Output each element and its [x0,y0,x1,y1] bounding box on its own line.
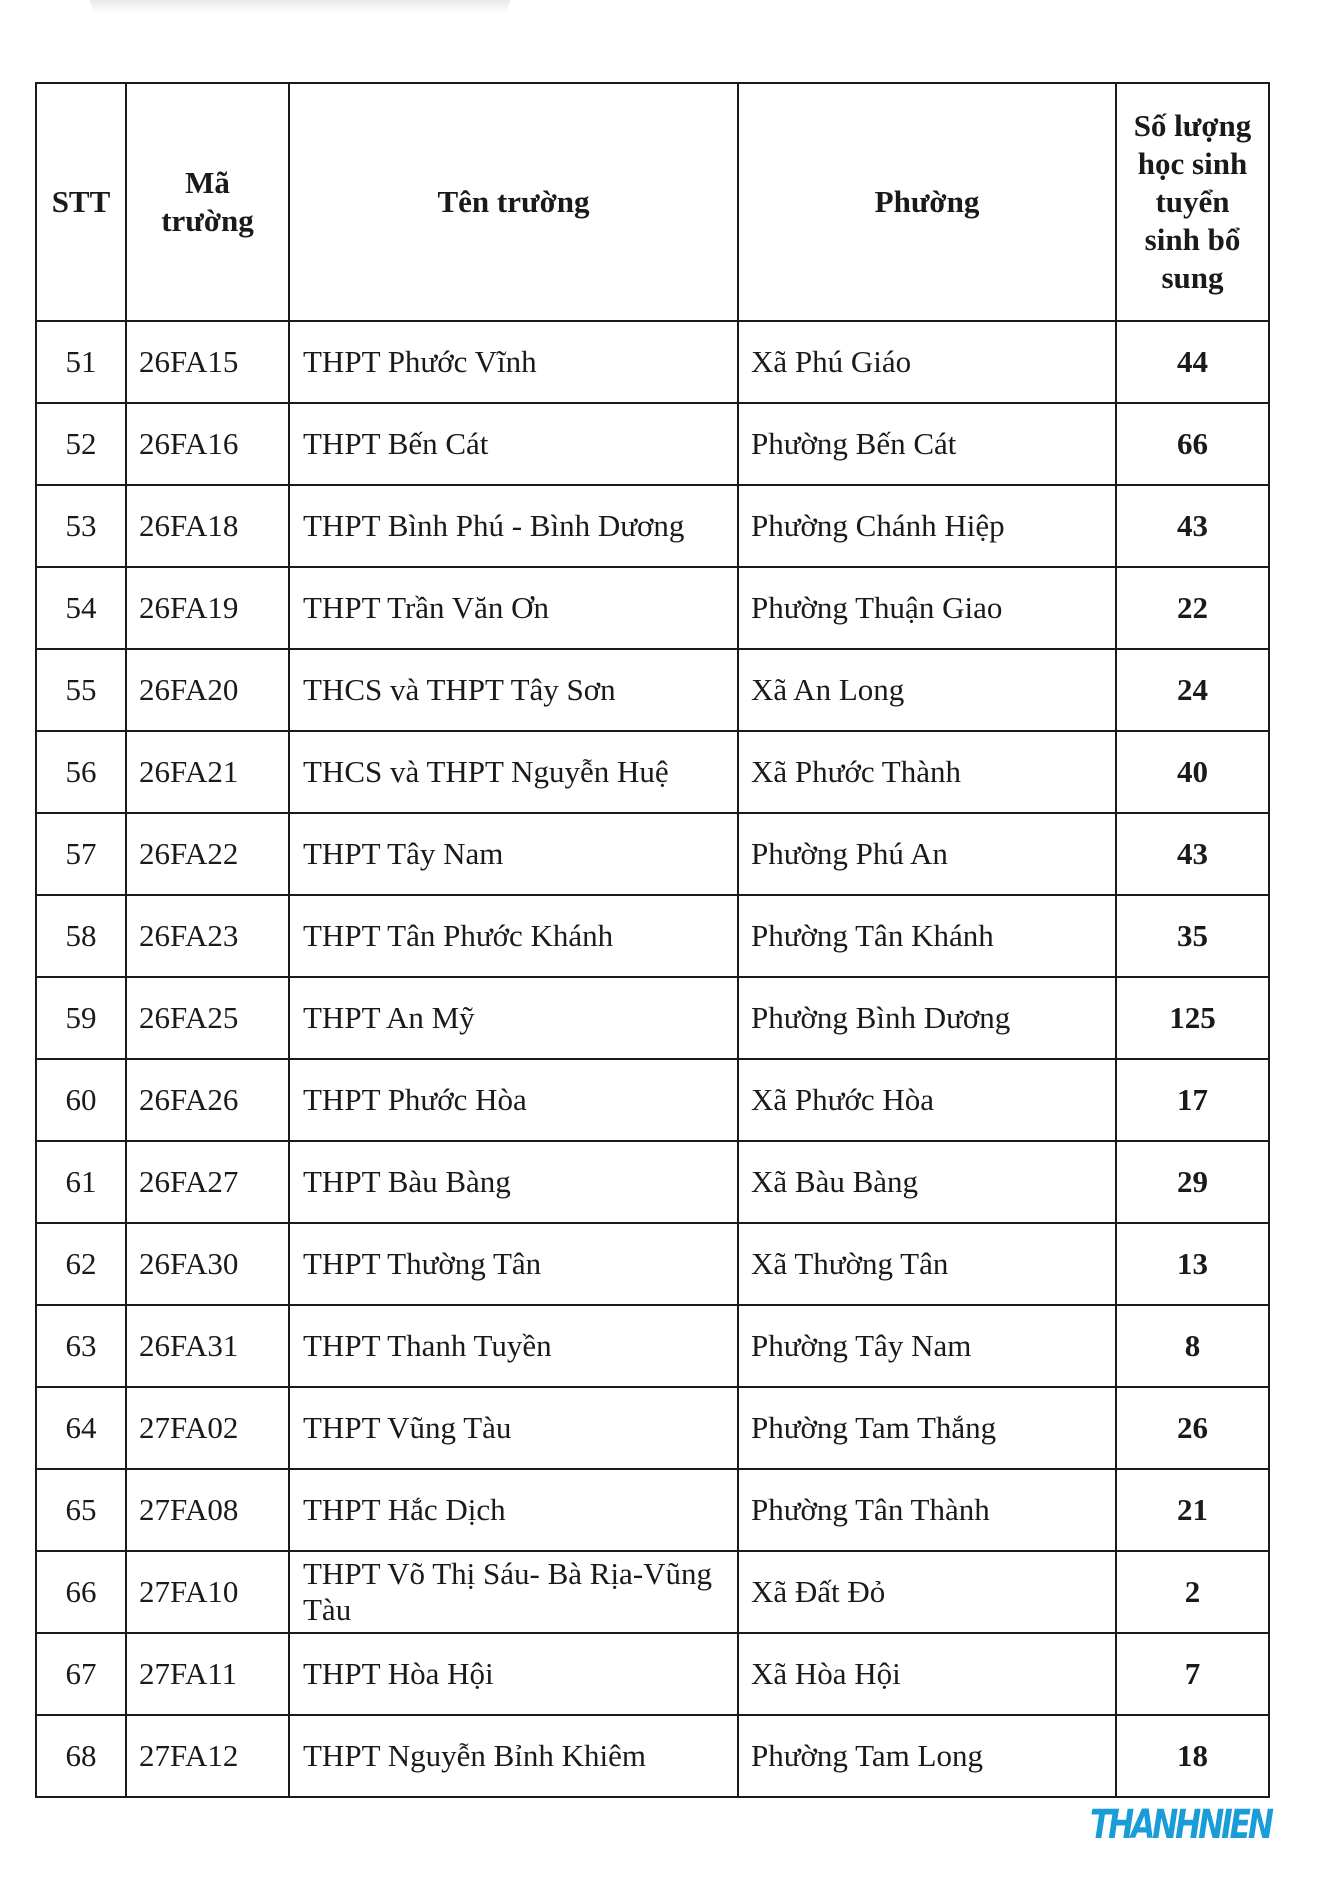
school-code-cell: 26FA15 [126,321,289,403]
ward-cell: Xã Phước Hòa [738,1059,1116,1141]
school-code-cell: 26FA31 [126,1305,289,1387]
ward-cell: Xã An Long [738,649,1116,731]
school-code-cell: 27FA10 [126,1551,289,1633]
table-row [36,813,1269,895]
ward-cell: Phường Chánh Hiệp [738,485,1116,567]
school-code-cell: 26FA26 [126,1059,289,1141]
school-name-cell: THCS và THPT Nguyễn Huệ [289,731,738,813]
school-code-cell: 26FA25 [126,977,289,1059]
ward-cell: Phường Thuận Giao [738,567,1116,649]
stt-cell: 68 [36,1715,126,1797]
table-row [36,1633,1269,1715]
quantity-cell: 43 [1116,813,1269,895]
school-name-cell: THPT Phước Hòa [289,1059,738,1141]
ward-cell: Phường Tân Khánh [738,895,1116,977]
stt-cell: 65 [36,1469,126,1551]
school-name-cell: THPT Bàu Bàng [289,1141,738,1223]
stt-cell: 53 [36,485,126,567]
ward-cell: Phường Phú An [738,813,1116,895]
ward-cell: Phường Tam Thắng [738,1387,1116,1469]
stt-cell: 62 [36,1223,126,1305]
stt-cell: 55 [36,649,126,731]
ward-cell: Phường Bình Dương [738,977,1116,1059]
school-name-cell: THPT An Mỹ [289,977,738,1059]
quantity-cell: 43 [1116,485,1269,567]
school-code-cell: 27FA12 [126,1715,289,1797]
school-code-cell: 26FA18 [126,485,289,567]
quantity-cell: 22 [1116,567,1269,649]
header-quantity: Số lượng học sinh tuyển sinh bổ sung [1116,83,1269,321]
school-code-cell: 26FA20 [126,649,289,731]
quantity-cell: 8 [1116,1305,1269,1387]
stt-cell: 51 [36,321,126,403]
quantity-cell: 21 [1116,1469,1269,1551]
table-row [36,567,1269,649]
school-name-cell: THPT Thanh Tuyền [289,1305,738,1387]
table-row [36,731,1269,813]
quantity-cell: 7 [1116,1633,1269,1715]
header-school-code: Mã trường [126,83,289,321]
top-shadow [90,0,510,14]
header-school-name: Tên trường [289,83,738,321]
school-name-cell: THCS và THPT Tây Sơn [289,649,738,731]
quantity-cell: 125 [1116,977,1269,1059]
ward-cell: Phường Tam Long [738,1715,1116,1797]
quantity-cell: 35 [1116,895,1269,977]
ward-cell: Phường Tây Nam [738,1305,1116,1387]
stt-cell: 54 [36,567,126,649]
stt-cell: 56 [36,731,126,813]
school-name-cell: THPT Bình Phú - Bình Dương [289,485,738,567]
school-name-cell: THPT Võ Thị Sáu- Bà Rịa-Vũng Tàu [289,1551,738,1633]
ward-cell: Phường Bến Cát [738,403,1116,485]
quantity-cell: 29 [1116,1141,1269,1223]
school-name-cell: THPT Hòa Hội [289,1633,738,1715]
school-name-cell: THPT Tây Nam [289,813,738,895]
table-row [36,895,1269,977]
school-name-cell: THPT Bến Cát [289,403,738,485]
stt-cell: 60 [36,1059,126,1141]
table-row [36,1469,1269,1551]
ward-cell: Xã Bàu Bàng [738,1141,1116,1223]
stt-cell: 67 [36,1633,126,1715]
school-code-cell: 26FA22 [126,813,289,895]
stt-cell: 63 [36,1305,126,1387]
header-ward: Phường [738,83,1116,321]
stt-cell: 64 [36,1387,126,1469]
school-code-cell: 26FA30 [126,1223,289,1305]
admission-table [35,82,1270,1798]
school-code-cell: 26FA23 [126,895,289,977]
quantity-cell: 18 [1116,1715,1269,1797]
quantity-cell: 44 [1116,321,1269,403]
school-name-cell: THPT Phước Vĩnh [289,321,738,403]
ward-cell: Phường Tân Thành [738,1469,1116,1551]
table-row [36,977,1269,1059]
school-code-cell: 27FA08 [126,1469,289,1551]
quantity-cell: 26 [1116,1387,1269,1469]
school-code-cell: 26FA19 [126,567,289,649]
quantity-cell: 66 [1116,403,1269,485]
school-name-cell: THPT Hắc Dịch [289,1469,738,1551]
thanhnien-watermark-logo: THANHNIEN [1090,1802,1271,1848]
stt-cell: 59 [36,977,126,1059]
school-name-cell: THPT Trần Văn Ơn [289,567,738,649]
table-row [36,1715,1269,1797]
ward-cell: Xã Phú Giáo [738,321,1116,403]
stt-cell: 52 [36,403,126,485]
table-header-row [36,83,1269,321]
table-row [36,1551,1269,1633]
table-row [36,1141,1269,1223]
table-row [36,321,1269,403]
table-row [36,1223,1269,1305]
quantity-cell: 40 [1116,731,1269,813]
school-name-cell: THPT Tân Phước Khánh [289,895,738,977]
school-code-cell: 27FA11 [126,1633,289,1715]
quantity-cell: 2 [1116,1551,1269,1633]
header-stt: STT [36,83,126,321]
stt-cell: 66 [36,1551,126,1633]
table-row [36,1387,1269,1469]
table-row [36,1305,1269,1387]
ward-cell: Xã Thường Tân [738,1223,1116,1305]
table-row [36,485,1269,567]
school-name-cell: THPT Vũng Tàu [289,1387,738,1469]
school-name-cell: THPT Nguyễn Bỉnh Khiêm [289,1715,738,1797]
stt-cell: 58 [36,895,126,977]
quantity-cell: 24 [1116,649,1269,731]
school-code-cell: 26FA21 [126,731,289,813]
school-code-cell: 26FA27 [126,1141,289,1223]
school-code-cell: 27FA02 [126,1387,289,1469]
table-row [36,649,1269,731]
stt-cell: 61 [36,1141,126,1223]
table-row [36,1059,1269,1141]
ward-cell: Xã Hòa Hội [738,1633,1116,1715]
ward-cell: Xã Phước Thành [738,731,1116,813]
table-body [36,321,1269,1797]
table-row [36,403,1269,485]
ward-cell: Xã Đất Đỏ [738,1551,1116,1633]
school-code-cell: 26FA16 [126,403,289,485]
stt-cell: 57 [36,813,126,895]
quantity-cell: 17 [1116,1059,1269,1141]
quantity-cell: 13 [1116,1223,1269,1305]
school-name-cell: THPT Thường Tân [289,1223,738,1305]
